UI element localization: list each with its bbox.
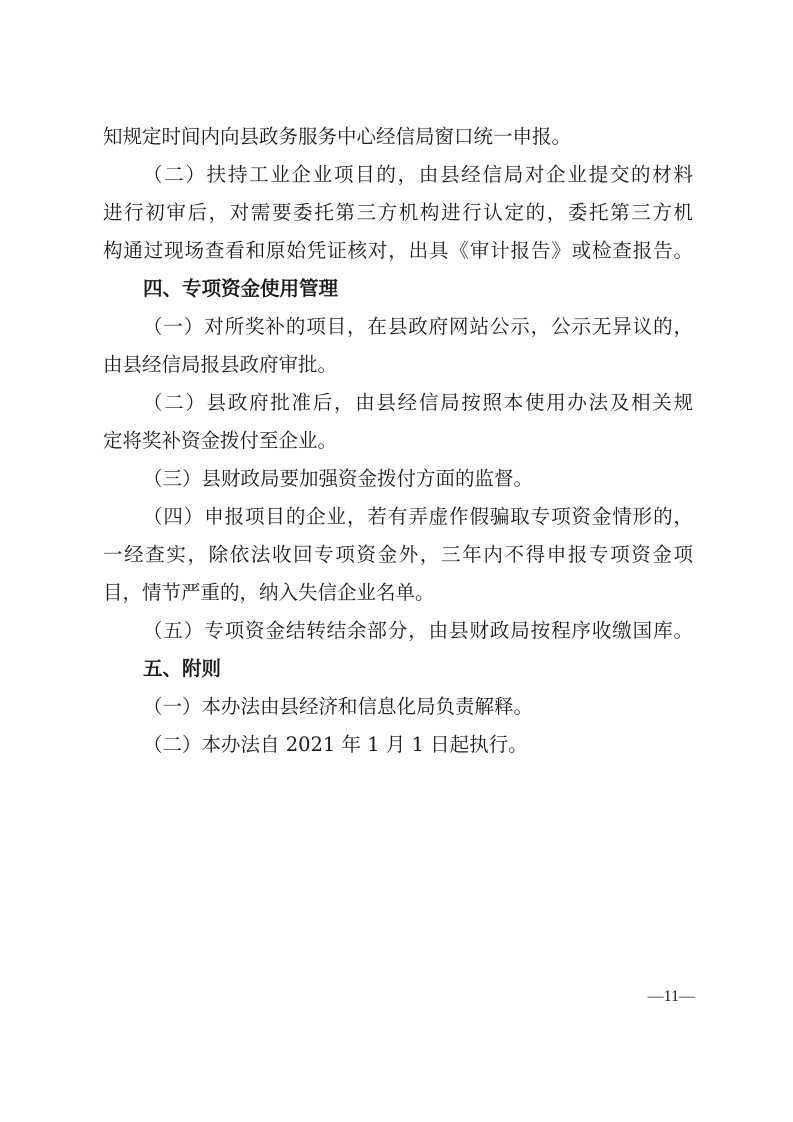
text-line: 一经查实，除依法收回专项资金外，三年内不得申报专项资金项 <box>103 543 693 566</box>
text-line: （五）专项资金结转结余部分，由县财政局按程序收缴国库。 <box>143 619 693 642</box>
text-line: （二）本办法自 2021 年 1 月 1 日起执行。 <box>143 733 528 756</box>
page-number: —11— <box>647 988 695 1005</box>
text-line: （四）申报项目的企业，若有弄虚作假骗取专项资金情形的， <box>143 505 693 528</box>
text-line: （二）扶持工业企业项目的，由县经信局对企业提交的材料 <box>143 163 693 186</box>
text-line: 进行初审后，对需要委托第三方机构进行认定的，委托第三方机 <box>103 201 693 224</box>
text-line: （一）对所奖补的项目，在县政府网站公示，公示无异议的， <box>143 315 693 338</box>
body-text <box>103 118 693 764</box>
text-line: 由县经信局报县政府审批。 <box>103 353 338 376</box>
text-line: （一）本办法由县经济和信息化局负责解释。 <box>143 695 534 718</box>
text-line: （二）县政府批准后，由县经信局按照本使用办法及相关规 <box>143 391 693 414</box>
text-line: 知规定时间内向县政务服务中心经信局窗口统一申报。 <box>103 125 572 148</box>
section-heading: 四、专项资金使用管理 <box>143 277 339 300</box>
text-line: 定将奖补资金拨付至企业。 <box>103 429 338 452</box>
section-heading: 五、附则 <box>143 657 222 680</box>
text-line: （三）县财政局要加强资金拨付方面的监督。 <box>143 467 534 490</box>
text-line: 构通过现场查看和原始凭证核对，出具《审计报告》或检查报告。 <box>103 239 693 262</box>
text-line: 目，情节严重的，纳入失信企业名单。 <box>103 581 435 604</box>
